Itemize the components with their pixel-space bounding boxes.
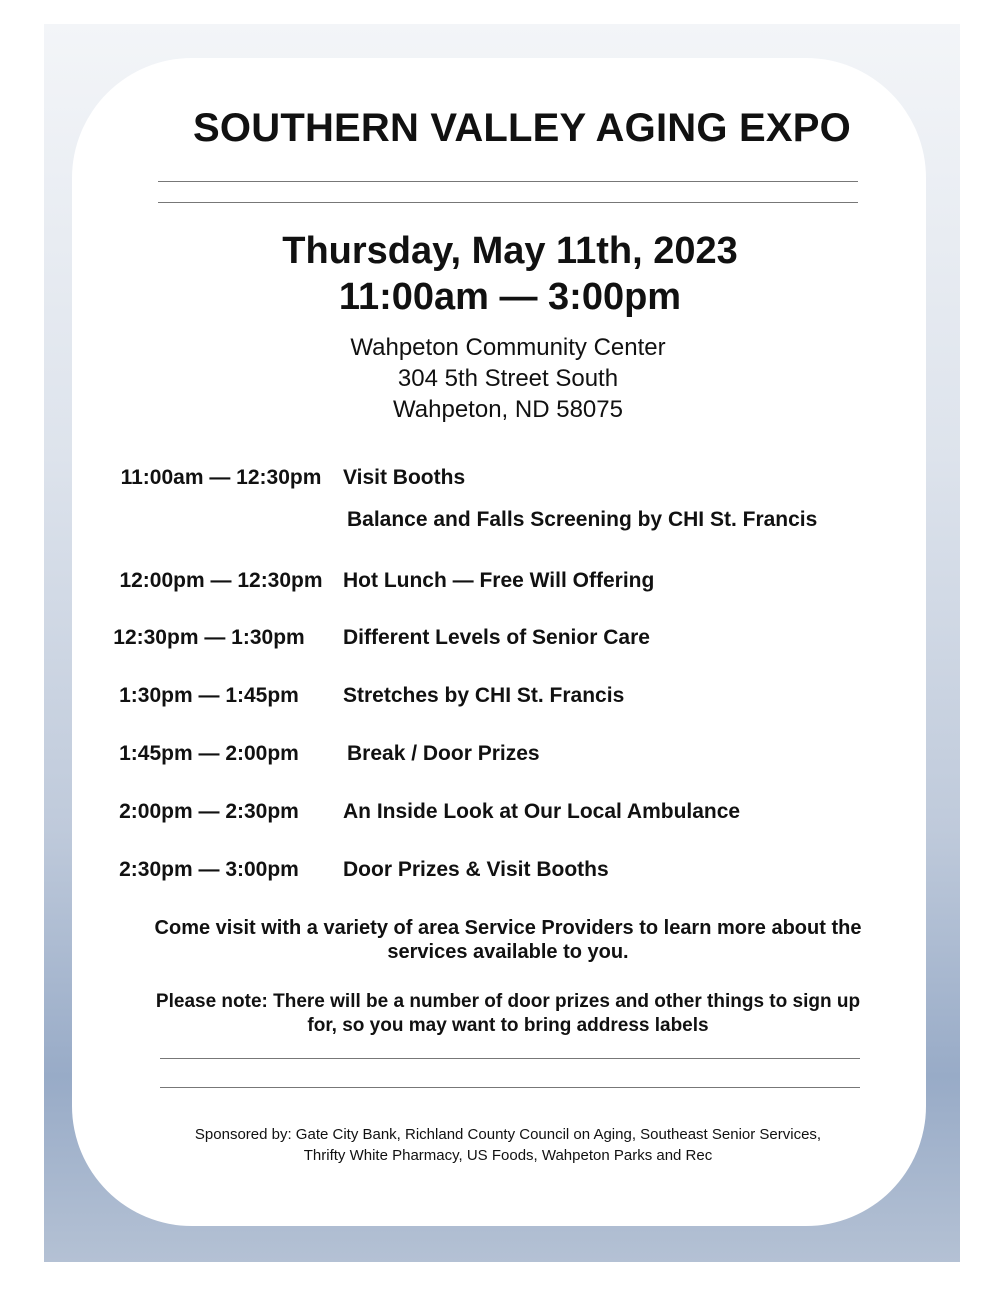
schedule-time: 2:00pm — 2:30pm (119, 800, 299, 823)
event-date-block (60, 228, 960, 320)
sponsors-line: Thrifty White Pharmacy, US Foods, Wahpeton Parks and Rec (303, 1147, 713, 1164)
schedule-event: Stretches by CHI St. Francis (343, 684, 625, 707)
schedule-event: Visit Booths (343, 466, 466, 489)
divider-top-1 (158, 181, 858, 182)
visit-note-line: Come visit with a variety of area Service Providers to learn more about the (154, 917, 862, 939)
divider-bottom-2 (160, 1087, 860, 1088)
schedule-event: Hot Lunch — Free Will Offering (343, 569, 655, 592)
divider-bottom-1 (160, 1058, 860, 1059)
sponsors (100, 1124, 916, 1166)
event-date: Thursday, May 11th, 2023 (282, 230, 738, 272)
venue-street: 304 5th Street South (397, 365, 619, 392)
venue-address (58, 332, 958, 425)
prizes-note-line: Please note: There will be a number of door prizes and other things to sign up (155, 991, 861, 1012)
venue-name: Wahpeton Community Center (350, 334, 666, 361)
divider-top-2 (158, 202, 858, 203)
schedule-time: 11:00am — 12:30pm (120, 466, 322, 489)
schedule-event: Different Levels of Senior Care (343, 626, 650, 649)
schedule-event: Balance and Falls Screening by CHI St. Francis (347, 508, 818, 531)
schedule-time: 1:45pm — 2:00pm (119, 742, 299, 765)
schedule-time: 12:00pm — 12:30pm (119, 569, 323, 592)
visit-note-line: services available to you. (387, 941, 629, 963)
schedule-time: 1:30pm — 1:45pm (119, 684, 299, 707)
event-title: SOUTHERN VALLEY AGING EXPO (193, 106, 851, 150)
schedule-time: 2:30pm — 3:00pm (119, 858, 299, 881)
schedule-event: Door Prizes & Visit Booths (343, 858, 609, 881)
schedule-event: Break / Door Prizes (347, 742, 540, 765)
schedule-event: An Inside Look at Our Local Ambulance (343, 800, 741, 823)
sponsors-line: Sponsored by: Gate City Bank, Richland County Council on Aging, Southeast Senior Services, (194, 1126, 822, 1143)
venue-city: Wahpeton, ND 58075 (393, 396, 623, 423)
prizes-note-line: for, so you may want to bring address labels (307, 1015, 709, 1036)
event-hours: 11:00am — 3:00pm (338, 276, 682, 318)
prizes-note (100, 990, 916, 1038)
visit-note (100, 916, 916, 964)
schedule-time: 12:30pm — 1:30pm (113, 626, 305, 649)
